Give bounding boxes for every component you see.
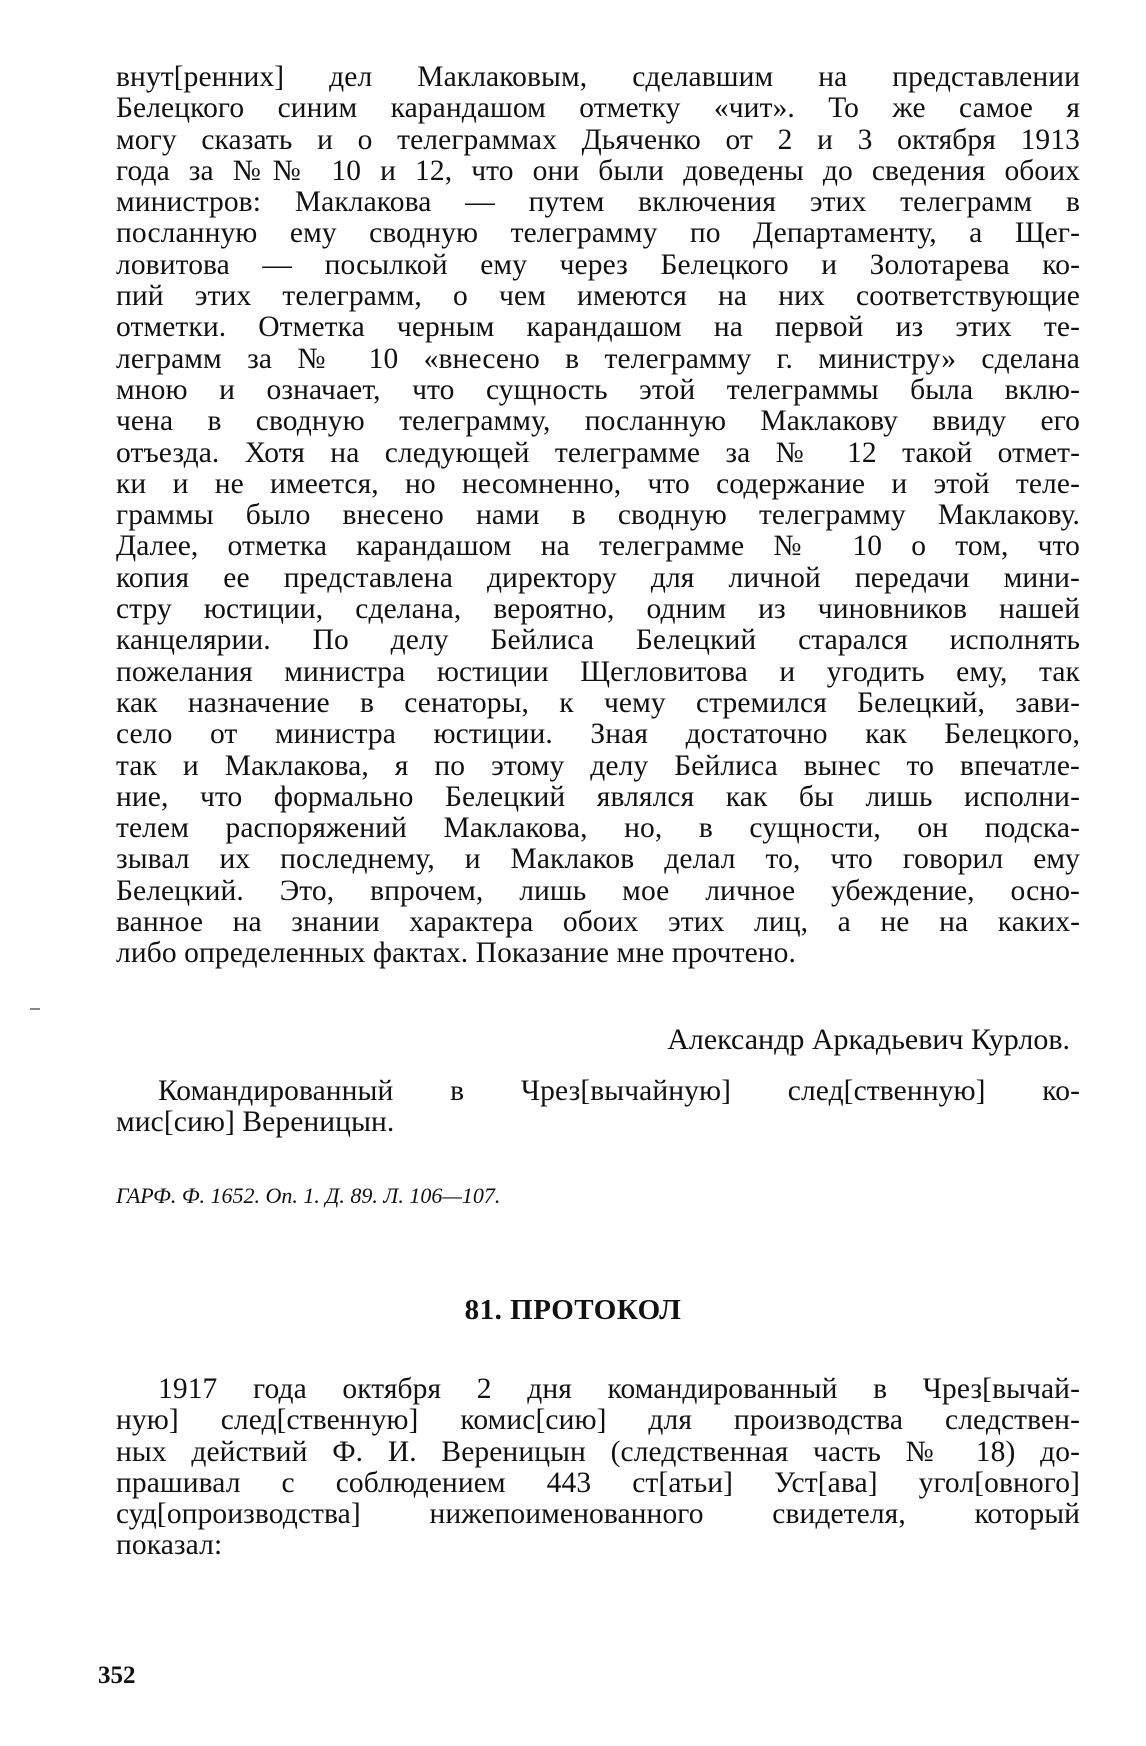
protocol-text [116,1374,1080,1562]
text-line: внут[ренних] дел Маклаковым, сделавшим на представлении [116,61,1080,93]
section-heading: 81. ПРОТОКОЛ [464,1294,682,1326]
text-line: копия ее представлена директору для личной передачи мини- [116,561,1080,594]
text-line: мною и означает, что сущность этой телеграммы была вклю- [116,373,1080,406]
text-line: года за №№ 10 и 12, что они были доведены до сведения обоих [116,154,1080,187]
text-line: граммы было внесено нами в сводную телеграмму Маклакову. [116,499,1080,532]
archive-reference: ГАРФ. Ф. 1652. Оп. 1. Д. 89. Л. 106—107. [116,1183,501,1208]
text-line: отъезда. Хотя на следующей телеграмме за № 12 такой отмет- [116,436,1080,469]
text-line: пий этих телеграмм, о чем имеются на них соответствующие [116,280,1080,313]
page-number: 352 [98,1662,136,1689]
text-line: мис[сию] Вереницын. [116,1106,395,1139]
text-line: показал: [116,1529,223,1562]
text-line: село от министра юстиции. Зная достаточно как Белецкого, [116,718,1080,751]
text-line: отметки. Отметка черным карандашом на первой из этих те- [116,311,1080,344]
text-line: либо определенных фактах. Показание мне прочтено. [116,937,796,970]
text-line: 1917 года октября 2 дня командированный в Чрез[вычай- [158,1373,1080,1405]
text-line: пожелания министра юстиции Щегловитова и угодить ему, так [116,655,1080,688]
witness-signature: Александр Аркадьевич Курлов. [667,1023,1070,1056]
text-line: стру юстиции, сделана, вероятно, одним из чиновников нашей [116,593,1080,626]
text-line: суд[опроизводства] нижепоименованного свидетеля, который [116,1498,1080,1531]
text-line: ки и не имеется, но несомненно, что содержание и этой теле- [116,467,1080,500]
text-line: как назначение в сенаторы, к чему стремился Белецкий, зави- [116,686,1080,719]
text-line: Командированный в Чрез[вычайную] след[ственную] ко- [158,1075,1080,1107]
text-line: канцелярии. По делу Бейлиса Белецкий старался исполнять [116,624,1080,657]
text-line: могу сказать и о телеграммах Дьяченко от 2 и 3 октября 1913 [116,123,1080,156]
text-line: ную] след[ственную] комис[сию] для производства следствен- [116,1404,1080,1437]
text-line: прашивал с соблюдением 443 ст[атьи] Уст[ава] угол[овного] [116,1466,1080,1499]
text-line: посланную ему сводную телеграмму по Департаменту, а Щег- [116,217,1080,250]
text-line: ние, что формально Белецкий являлся как бы лишь исполни- [116,780,1080,813]
testimony-text [116,62,1080,970]
text-line: ловитова — посылкой ему через Белецкого и Золотарева ко- [116,248,1080,281]
text-line: леграмм за № 10 «внесено в телеграмму г. министру» сделана [116,342,1080,375]
text-line: телем распоряжений Маклакова, но, в сущности, он подска- [116,812,1080,845]
text-line: ных действий Ф. И. Вереницын (следственная часть № 18) до- [116,1435,1080,1468]
text-line: министров: Маклакова — путем включения этих телеграмм в [116,186,1080,219]
text-line: чена в сводную телеграмму, посланную Маклакову ввиду его [116,405,1080,438]
text-line: Белецкого синим карандашом отметку «чит». То же самое я [116,92,1080,125]
text-line: ванное на знании характера обоих этих лиц, а не на каких- [116,906,1080,939]
text-line: зывал их последнему, и Маклаков делал то, что говорил ему [116,843,1080,876]
text-line: так и Маклакова, я по этому делу Бейлиса вынес то впечатле- [116,749,1080,782]
text-line: Далее, отметка карандашом на телеграмме № 10 о том, что [116,530,1080,563]
text-line: Белецкий. Это, впрочем, лишь мое личное убеждение, осно- [116,874,1080,907]
margin-mark [30,1008,40,1010]
investigator-signature [116,1076,1080,1139]
